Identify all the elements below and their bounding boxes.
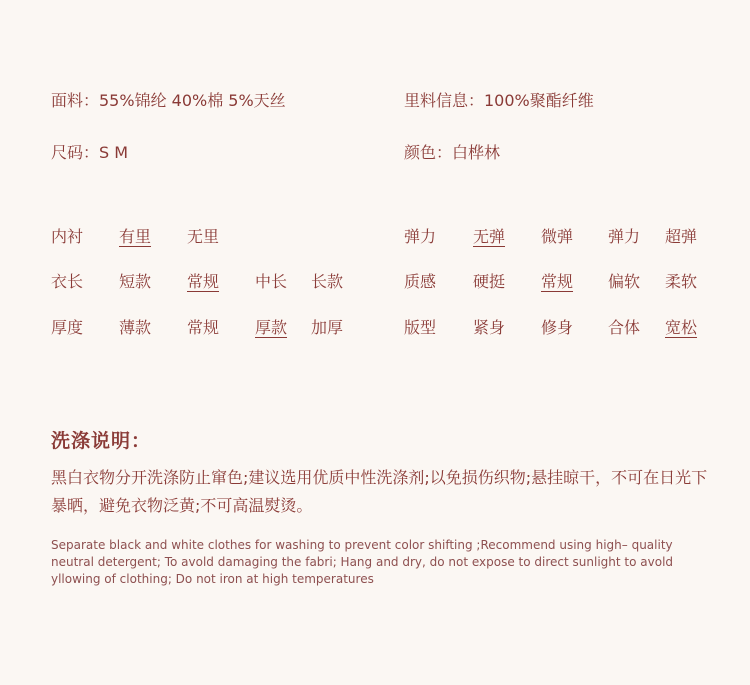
attr-option-fit: 合体 bbox=[608, 318, 641, 337]
attr-label-elasticity: 弹力 bbox=[404, 227, 437, 246]
attr-option-elasticity: 微弹 bbox=[541, 227, 574, 246]
size-info: 尺码：S M bbox=[51, 143, 129, 162]
attr-option-texture: 柔软 bbox=[665, 272, 698, 291]
care-title: 洗涤说明： bbox=[51, 430, 152, 452]
attr-option-texture: 偏软 bbox=[608, 272, 641, 291]
attr-option-lining: 无里 bbox=[187, 227, 220, 246]
care-text-cn: 黑白衣物分开洗涤防止窜色;建议选用优质中性洗涤剂;以免损伤织物;悬挂晾干，不可在日光下暴晒，避免衣物泛黄;不可高温熨烫。 bbox=[51, 468, 708, 515]
attr-option-fit: 修身 bbox=[541, 318, 574, 337]
attr-option-fit-selected: 宽松 bbox=[665, 318, 698, 337]
attr-label-texture: 质感 bbox=[404, 272, 437, 291]
attr-option-length: 中长 bbox=[255, 272, 288, 291]
lining-info: 里料信息：100%聚酯纤维 bbox=[404, 91, 594, 110]
attr-option-fit: 紧身 bbox=[473, 318, 506, 337]
attr-option-length: 长款 bbox=[311, 272, 344, 291]
attr-option-length-selected: 常规 bbox=[187, 272, 220, 291]
attr-label-length: 衣长 bbox=[51, 272, 84, 291]
attr-option-length: 短款 bbox=[119, 272, 152, 291]
attr-label-fit: 版型 bbox=[404, 318, 437, 337]
color-info: 颜色：白桦林 bbox=[404, 143, 501, 162]
attr-option-texture: 硬挺 bbox=[473, 272, 506, 291]
attr-option-lining-selected: 有里 bbox=[119, 227, 152, 246]
attr-option-elasticity: 弹力 bbox=[608, 227, 641, 246]
attr-option-thickness-selected: 厚款 bbox=[255, 318, 288, 337]
attr-option-texture-selected: 常规 bbox=[541, 272, 574, 291]
attr-option-elasticity: 超弹 bbox=[665, 227, 698, 246]
fabric-info: 面料：55%锦纶 40%棉 5%天丝 bbox=[51, 91, 286, 110]
care-text-en: Separate black and white clothes for washing to prevent color shifting ;Recommend using high– quality neutral detergent; To avold damaging the fabri; Hang and dry, do not expose to direct sunlight to avold yllowing of clothing; Do not iron at high temperatures bbox=[51, 538, 674, 586]
attr-label-lining: 内衬 bbox=[51, 227, 84, 246]
attr-option-thickness: 加厚 bbox=[311, 318, 344, 337]
attr-option-elasticity-selected: 无弹 bbox=[473, 227, 506, 246]
attr-label-thickness: 厚度 bbox=[51, 318, 84, 337]
attr-option-thickness: 常规 bbox=[187, 318, 220, 337]
attr-option-thickness: 薄款 bbox=[119, 318, 152, 337]
